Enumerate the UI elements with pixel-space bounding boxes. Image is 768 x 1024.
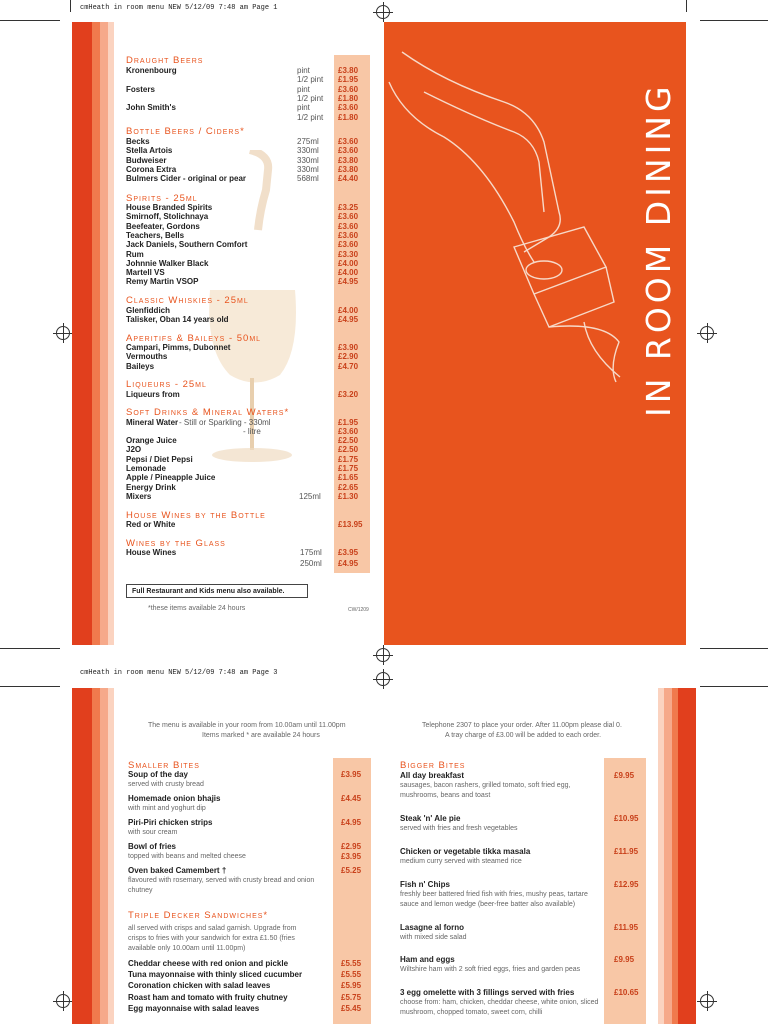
- menu-item-price: £5.95: [341, 981, 362, 990]
- menu-item-name: Cheddar cheese with red onion and pickle: [128, 959, 289, 968]
- registration-mark: [56, 326, 70, 340]
- section-title: Draught Beers: [126, 55, 204, 66]
- side-stripe: [678, 688, 696, 1024]
- menu-item-name: Lasagne al forno: [400, 923, 465, 932]
- menu-item-name: Roast ham and tomato with fruity chutney: [128, 993, 288, 1002]
- intro-text: A tray charge of £3.00 will be added to each order.: [445, 732, 602, 739]
- crop-mark: [686, 0, 687, 12]
- crop-mark: [700, 686, 768, 687]
- item-price: £4.95: [338, 315, 359, 325]
- menu-item-desc: choose from: ham, chicken, cheddar cheese, white onion, sliced mushroom, chopped tomato, sweet corn, chilli: [400, 999, 599, 1016]
- item-price: £3.60: [338, 146, 359, 156]
- section-title: Smaller Bites: [128, 760, 200, 771]
- item-measure: pint: [297, 84, 310, 94]
- item-price: £2.50: [338, 436, 359, 445]
- crop-mark: [700, 648, 768, 649]
- section-title: Spirits - 25ml: [126, 193, 198, 204]
- crop-mark: [700, 20, 768, 21]
- item-measure: 568ml: [297, 174, 319, 184]
- section-title: House Wines by the Bottle: [126, 510, 266, 521]
- side-stripe: [92, 688, 100, 1024]
- registration-mark: [376, 648, 390, 662]
- menu-item-price: £9.95: [614, 771, 635, 780]
- menu-item-desc: with sour cream: [128, 829, 178, 836]
- item-price: £3.60: [338, 212, 359, 222]
- menu-item-price: £4.45: [341, 794, 362, 803]
- item-price: £3.20: [338, 390, 359, 399]
- item-measure: 175ml: [300, 548, 322, 557]
- intro-text: The menu is available in your room from 10.00am until 11.00pm: [148, 722, 346, 729]
- section-title: Liqueurs - 25ml: [126, 379, 207, 390]
- item-price: £1.80: [338, 112, 359, 122]
- item-name: Lemonade: [126, 463, 167, 473]
- item-name: Pepsi / Diet Pepsi: [126, 454, 193, 464]
- menu-item-price: £9.95: [614, 955, 635, 964]
- item-name: John Smith's: [126, 103, 176, 113]
- menu-item-name: Homemade onion bhajis: [128, 794, 221, 803]
- item-measure: - litre: [243, 427, 261, 436]
- item-name: House Branded Spirits: [126, 203, 213, 212]
- print-code: CW/1209: [348, 607, 369, 613]
- item-name: Mineral Water: [126, 418, 179, 427]
- menu-item-name: Coronation chicken with salad leaves: [128, 981, 271, 990]
- side-stripe: [72, 22, 92, 645]
- item-name: House Wines: [126, 548, 177, 557]
- item-name: Teachers, Bells: [126, 230, 185, 240]
- item-price: £3.80: [338, 164, 359, 174]
- item-price: £13.95: [338, 520, 363, 529]
- menu-item-name: Steak 'n' Ale pie: [400, 814, 461, 823]
- item-price: £3.60: [338, 103, 359, 113]
- intro-text: Telephone 2307 to place your order. After 11.00pm please dial 0.: [422, 722, 622, 729]
- item-name: Mixers: [126, 491, 152, 501]
- menu-item-name: Bowl of fries: [128, 842, 177, 851]
- menu-item-desc: freshly beer battered fried fish with fries, mushy peas, tartare sauce and lemon wedge (beer-free batter also available): [400, 891, 588, 908]
- menu-item-name: Tuna mayonnaise with thinly sliced cucumber: [128, 970, 303, 979]
- item-price: £3.90: [338, 343, 359, 352]
- menu-item-desc: served with crusty bread: [128, 781, 204, 788]
- intro-text: Items marked * are available 24 hours: [202, 732, 320, 739]
- item-name: Glenfiddich: [126, 306, 170, 315]
- menu-item-price: £5.25: [341, 866, 362, 875]
- item-price: £4.40: [338, 174, 359, 184]
- item-measure: 330ml: [297, 146, 319, 156]
- menu-item-price: £5.45: [341, 1004, 362, 1013]
- item-name: Johnnie Walker Black: [126, 258, 209, 268]
- section-title: Bottle Beers / Ciders*: [126, 126, 245, 137]
- menu-item-price: £5.55: [341, 970, 362, 979]
- section-title: Wines by the Glass: [126, 538, 226, 549]
- section-title: Classic Whiskies - 25ml: [126, 295, 249, 306]
- cover-title: IN ROOM DINING: [639, 82, 678, 417]
- side-stripe: [100, 22, 108, 645]
- side-stripe: [100, 688, 108, 1024]
- item-name: Rum: [126, 249, 144, 259]
- item-price: £1.30: [338, 491, 359, 501]
- item-name: Liqueurs from: [126, 390, 180, 399]
- print-slug-top: cmHeath in room menu NEW 5/12/09 7:48 am Page 1: [80, 4, 278, 12]
- menu-item-name: Oven baked Camembert †: [128, 866, 227, 875]
- item-name: Jack Daniels, Southern Comfort: [126, 240, 248, 250]
- item-name: Stella Artois: [126, 146, 173, 156]
- item-price: £3.60: [338, 427, 359, 436]
- footnote: *these items available 24 hours: [148, 605, 246, 612]
- item-measure: 250ml: [300, 559, 322, 568]
- item-price: £2.65: [338, 482, 359, 492]
- menu-item-price: £10.65: [614, 988, 639, 997]
- item-price: £4.95: [338, 277, 359, 287]
- item-name: Campari, Pimms, Dubonnet: [126, 343, 231, 352]
- item-name: Remy Martin VSOP: [126, 277, 199, 287]
- item-name: J2O: [126, 445, 142, 455]
- registration-mark: [376, 5, 390, 19]
- item-price: £4.00: [338, 258, 359, 268]
- price-column: [604, 758, 646, 1024]
- item-name: Budweiser: [126, 155, 167, 165]
- item-price: £3.60: [338, 221, 359, 231]
- menu-item-desc: served with fries and fresh vegetables: [400, 825, 518, 832]
- item-measure: pint: [297, 103, 310, 113]
- menu-item-price: £3.95: [341, 770, 362, 779]
- item-price: £3.25: [338, 203, 359, 212]
- item-measure: - Still or Sparkling - 330ml: [179, 418, 271, 427]
- item-measure: 275ml: [297, 137, 319, 146]
- item-price: £1.80: [338, 93, 359, 103]
- item-name: Vermouths: [126, 352, 168, 362]
- item-measure: 330ml: [297, 164, 319, 174]
- menu-item-desc: Wiltshire ham with 2 soft fried eggs, fries and garden peas: [400, 966, 581, 973]
- side-stripe: [72, 688, 92, 1024]
- item-name: Smirnoff, Stolichnaya: [126, 212, 209, 222]
- section-title: Triple Decker Sandwiches*: [128, 910, 269, 921]
- item-name: Becks: [126, 137, 150, 146]
- item-price: £1.75: [338, 463, 359, 473]
- item-price: £4.95: [338, 559, 359, 568]
- section-title: Soft Drinks & Mineral Waters*: [126, 407, 290, 418]
- side-stripe: [108, 22, 114, 645]
- item-name: Talisker, Oban 14 years old: [126, 315, 229, 325]
- item-name: Baileys: [126, 361, 155, 371]
- section-intro: all served with crisps and salad garnish. Upgrade from crisps to fries with your sandwich for extra £1.50 (fries available only 10.00am until 11.00pm): [128, 925, 297, 952]
- item-name: Fosters: [126, 84, 155, 94]
- item-name: Kronenbourg: [126, 66, 177, 75]
- item-name: Energy Drink: [126, 482, 176, 492]
- item-price: £3.60: [338, 230, 359, 240]
- crop-mark: [0, 20, 60, 21]
- item-name: Martell VS: [126, 268, 165, 278]
- item-price: £2.50: [338, 445, 359, 455]
- menu-item-name: Chicken or vegetable tikka masala: [400, 847, 531, 856]
- registration-mark: [376, 672, 390, 686]
- item-price: £1.65: [338, 473, 359, 483]
- item-price: £3.95: [338, 548, 359, 557]
- item-price: £1.75: [338, 454, 359, 464]
- menu-item-price: £10.95: [614, 814, 639, 823]
- item-measure: pint: [297, 66, 310, 75]
- menu-item-desc: sausages, bacon rashers, grilled tomato, soft fried egg, mushrooms, beans and toast: [400, 782, 571, 799]
- menu-item-desc: topped with beans and melted cheese: [128, 853, 246, 860]
- print-slug-bottom: cmHeath in room menu NEW 5/12/09 7:48 am Page 3: [80, 669, 278, 677]
- menu-item-name: Egg mayonnaise with salad leaves: [128, 1004, 260, 1013]
- menu-item-name: Soup of the day: [128, 770, 188, 779]
- item-name: Apple / Pineapple Juice: [126, 473, 216, 483]
- menu-item-desc: flavoured with rosemary, served with crusty bread and onion chutney: [128, 877, 315, 894]
- section-title: Aperitifs & Baileys - 50ml: [126, 333, 262, 344]
- menu-item-name: All day breakfast: [400, 771, 465, 780]
- menu-item-desc: with mint and yoghurt dip: [128, 805, 206, 812]
- item-name: Red or White: [126, 520, 176, 529]
- section-title: Bigger Bites: [400, 760, 466, 771]
- item-price: £3.60: [338, 137, 359, 146]
- item-price: £2.90: [338, 352, 359, 362]
- crop-mark: [70, 0, 71, 12]
- menu-item-name: 3 egg omelette with 3 fillings served with fries: [400, 988, 575, 997]
- item-measure: 1/2 pint: [297, 93, 324, 103]
- item-price: £1.95: [338, 418, 359, 427]
- menu-item-name: Piri-Piri chicken strips: [128, 818, 213, 827]
- item-price: £4.00: [338, 306, 359, 315]
- menu-item-desc: medium curry served with steamed rice: [400, 858, 522, 865]
- menu-item-price: £2.95: [341, 842, 362, 851]
- menu-item-price: £11.95: [614, 923, 639, 932]
- item-price: £3.30: [338, 249, 359, 259]
- cover-panel: [384, 22, 686, 645]
- item-price: £4.00: [338, 268, 359, 278]
- side-stripe: [108, 688, 114, 1024]
- menu-item-price: £4.95: [341, 818, 362, 827]
- item-price: £3.60: [338, 84, 359, 94]
- menu-item-price: £5.75: [341, 993, 362, 1002]
- item-name: Bulmers Cider - original or pear: [126, 174, 247, 184]
- note-box-text: Full Restaurant and Kids menu also available.: [132, 588, 285, 595]
- note-box: [126, 584, 308, 598]
- item-price: £1.95: [338, 75, 359, 85]
- item-price: £3.60: [338, 240, 359, 250]
- menu-item-name: Ham and eggs: [400, 955, 455, 964]
- menu-item-price: £5.55: [341, 959, 362, 968]
- menu-item-name: Fish n' Chips: [400, 880, 450, 889]
- menu-item-desc: with mixed side salad: [400, 934, 467, 941]
- crop-mark: [0, 686, 60, 687]
- item-measure: 1/2 pint: [297, 75, 324, 85]
- registration-mark: [56, 994, 70, 1008]
- item-name: Orange Juice: [126, 436, 177, 445]
- menu-item-price: £12.95: [614, 880, 639, 889]
- item-name: Beefeater, Gordons: [126, 221, 200, 231]
- item-price: £3.80: [338, 155, 359, 165]
- item-measure: 125ml: [299, 491, 321, 501]
- menu-item-price: £3.95: [341, 852, 362, 861]
- side-stripe: [664, 688, 672, 1024]
- item-measure: 1/2 pint: [297, 112, 324, 122]
- crop-mark: [0, 648, 60, 649]
- menu-item-price: £11.95: [614, 847, 639, 856]
- item-measure: 330ml: [297, 155, 319, 165]
- item-name: Corona Extra: [126, 164, 177, 174]
- item-price: £4.70: [338, 361, 359, 371]
- side-stripe: [92, 22, 100, 645]
- registration-mark: [700, 994, 714, 1008]
- item-price: £3.80: [338, 66, 359, 75]
- registration-mark: [700, 326, 714, 340]
